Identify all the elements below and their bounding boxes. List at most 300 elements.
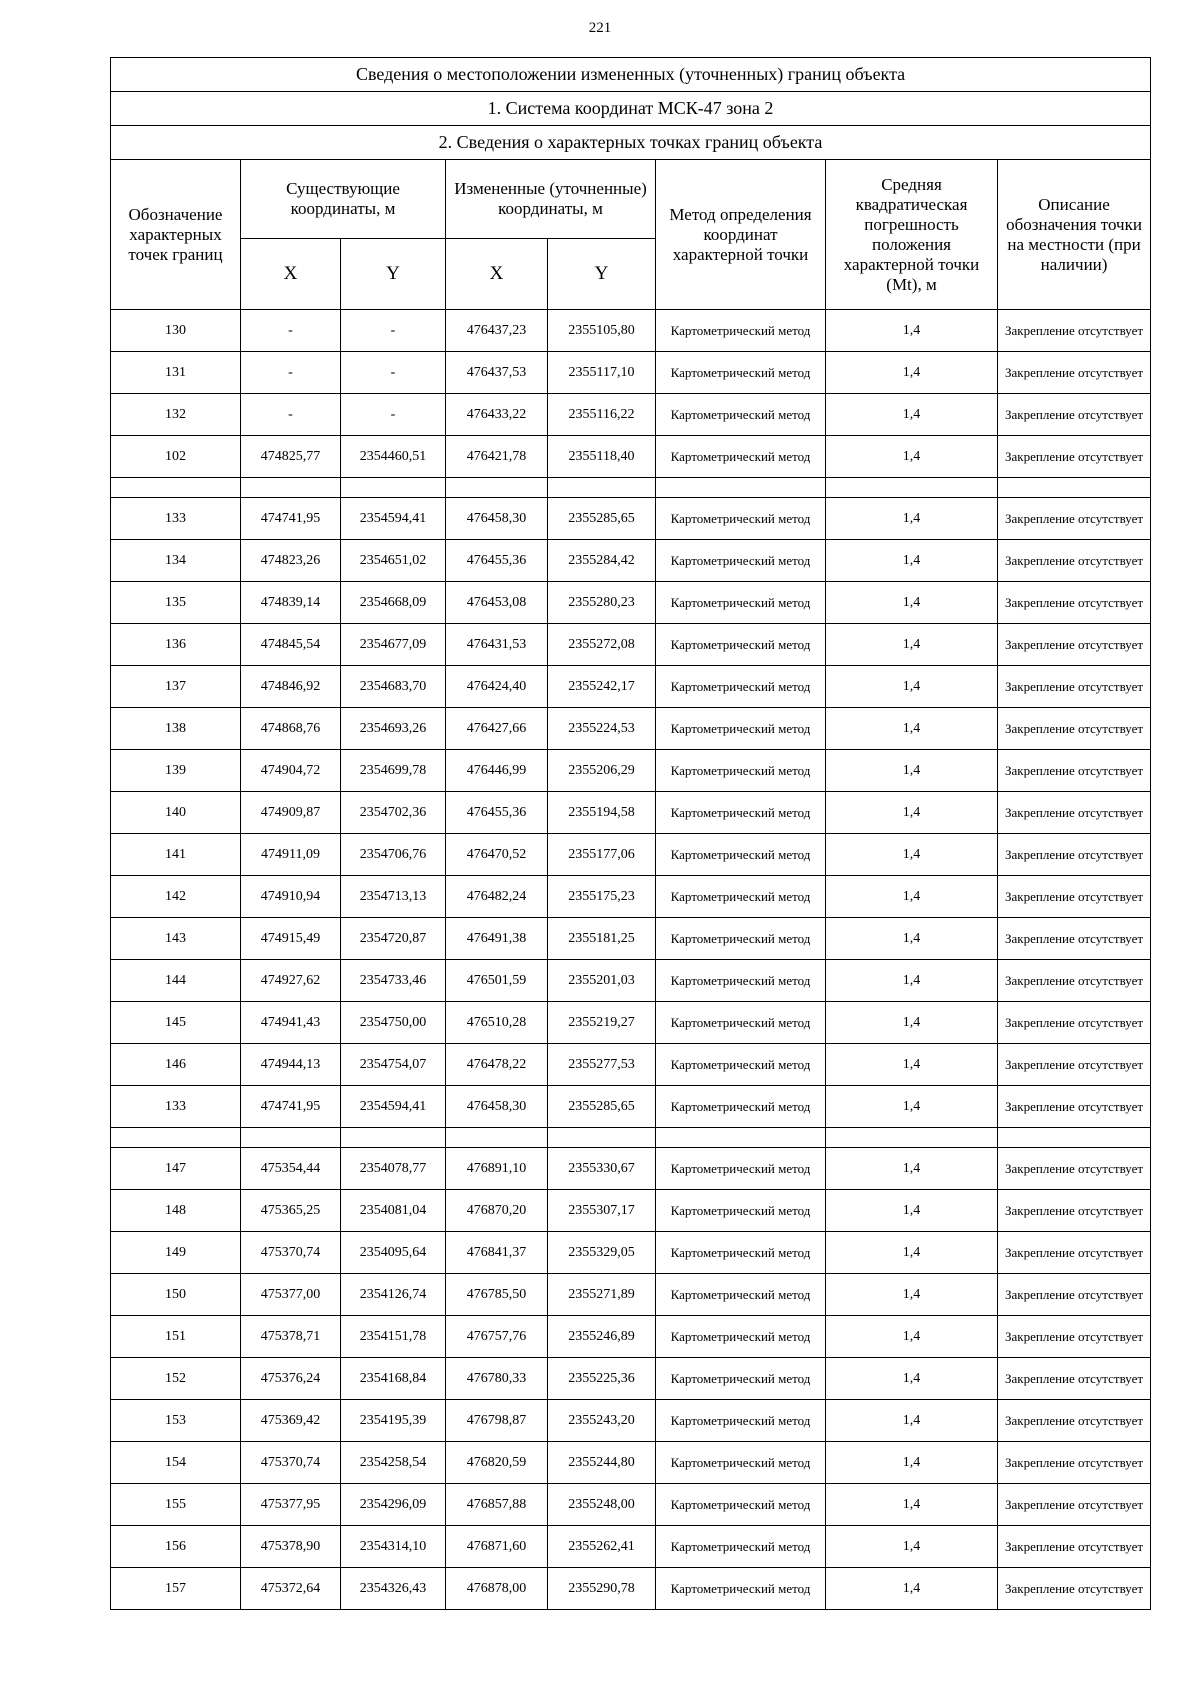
description-cell: Закрепление отсутствует [998, 310, 1151, 352]
point-cell: 139 [111, 750, 241, 792]
existing-y-cell: 2354296,09 [341, 1484, 446, 1526]
method-cell: Картометрический метод [656, 394, 826, 436]
header-changed-x: X [446, 239, 548, 310]
existing-y-cell: 2354126,74 [341, 1274, 446, 1316]
error-cell: 1,4 [826, 834, 998, 876]
method-cell: Картометрический метод [656, 498, 826, 540]
point-cell: 140 [111, 792, 241, 834]
description-cell: Закрепление отсутствует [998, 1190, 1151, 1232]
point-cell: 131 [111, 352, 241, 394]
changed-x-cell: 476482,24 [446, 876, 548, 918]
point-cell: 136 [111, 624, 241, 666]
method-cell: Картометрический метод [656, 1274, 826, 1316]
existing-y-cell: 2354683,70 [341, 666, 446, 708]
empty-cell [446, 478, 548, 498]
existing-x-cell: 475376,24 [241, 1358, 341, 1400]
changed-x-cell: 476857,88 [446, 1484, 548, 1526]
empty-cell [656, 478, 826, 498]
empty-cell [241, 1128, 341, 1148]
description-cell: Закрепление отсутствует [998, 960, 1151, 1002]
existing-y-cell: - [341, 310, 446, 352]
table-row [111, 310, 1151, 352]
error-cell: 1,4 [826, 582, 998, 624]
table-row [111, 540, 1151, 582]
existing-x-cell: 474910,94 [241, 876, 341, 918]
method-cell: Картометрический метод [656, 1190, 826, 1232]
page-number: 221 [588, 20, 612, 36]
changed-y-cell: 2355219,27 [548, 1002, 656, 1044]
changed-x-cell: 476437,53 [446, 352, 548, 394]
table-row [111, 708, 1151, 750]
table-row [111, 834, 1151, 876]
error-cell: 1,4 [826, 1484, 998, 1526]
description-cell: Закрепление отсутствует [998, 792, 1151, 834]
existing-y-cell: 2354460,51 [341, 436, 446, 478]
table-row [111, 1358, 1151, 1400]
point-cell: 102 [111, 436, 241, 478]
existing-x-cell: 475372,64 [241, 1568, 341, 1610]
point-cell: 154 [111, 1442, 241, 1484]
method-cell: Картометрический метод [656, 876, 826, 918]
table-row [111, 1442, 1151, 1484]
existing-x-cell: 475369,42 [241, 1400, 341, 1442]
description-cell: Закрепление отсутствует [998, 1358, 1151, 1400]
empty-cell [998, 478, 1151, 498]
method-cell: Картометрический метод [656, 310, 826, 352]
point-cell: 137 [111, 666, 241, 708]
existing-x-cell: 474825,77 [241, 436, 341, 478]
table-row [111, 666, 1151, 708]
separator-row [111, 1128, 1151, 1148]
description-cell: Закрепление отсутствует [998, 1568, 1151, 1610]
error-cell: 1,4 [826, 1002, 998, 1044]
existing-x-cell: 474741,95 [241, 498, 341, 540]
description-cell: Закрепление отсутствует [998, 624, 1151, 666]
changed-x-cell: 476891,10 [446, 1148, 548, 1190]
existing-x-cell: 474741,95 [241, 1086, 341, 1128]
changed-x-cell: 476780,33 [446, 1358, 548, 1400]
error-cell: 1,4 [826, 960, 998, 1002]
error-cell: 1,4 [826, 1148, 998, 1190]
existing-x-cell: - [241, 352, 341, 394]
existing-x-cell: 475354,44 [241, 1148, 341, 1190]
error-cell: 1,4 [826, 540, 998, 582]
method-cell: Картометрический метод [656, 1568, 826, 1610]
error-cell: 1,4 [826, 624, 998, 666]
point-cell: 152 [111, 1358, 241, 1400]
description-cell: Закрепление отсутствует [998, 540, 1151, 582]
error-cell: 1,4 [826, 1316, 998, 1358]
existing-y-cell: 2354651,02 [341, 540, 446, 582]
changed-x-cell: 476458,30 [446, 498, 548, 540]
point-cell: 148 [111, 1190, 241, 1232]
changed-y-cell: 2355277,53 [548, 1044, 656, 1086]
point-cell: 132 [111, 394, 241, 436]
method-cell: Картометрический метод [656, 436, 826, 478]
changed-x-cell: 476455,36 [446, 792, 548, 834]
point-cell: 156 [111, 1526, 241, 1568]
empty-cell [826, 1128, 998, 1148]
point-cell: 145 [111, 1002, 241, 1044]
description-cell: Закрепление отсутствует [998, 1316, 1151, 1358]
description-cell: Закрепление отсутствует [998, 1484, 1151, 1526]
existing-y-cell: 2354713,13 [341, 876, 446, 918]
existing-x-cell: 474915,49 [241, 918, 341, 960]
point-cell: 142 [111, 876, 241, 918]
description-cell: Закрепление отсутствует [998, 394, 1151, 436]
error-cell: 1,4 [826, 1442, 998, 1484]
method-cell: Картометрический метод [656, 624, 826, 666]
error-cell: 1,4 [826, 352, 998, 394]
header-changed-y: Y [548, 239, 656, 310]
error-cell: 1,4 [826, 1232, 998, 1274]
description-cell: Закрепление отсутствует [998, 352, 1151, 394]
error-cell: 1,4 [826, 1044, 998, 1086]
method-cell: Картометрический метод [656, 708, 826, 750]
existing-x-cell: 474868,76 [241, 708, 341, 750]
changed-y-cell: 2355307,17 [548, 1190, 656, 1232]
error-cell: 1,4 [826, 1274, 998, 1316]
description-cell: Закрепление отсутствует [998, 876, 1151, 918]
method-cell: Картометрический метод [656, 666, 826, 708]
method-cell: Картометрический метод [656, 1086, 826, 1128]
point-cell: 134 [111, 540, 241, 582]
existing-y-cell: 2354314,10 [341, 1526, 446, 1568]
description-cell: Закрепление отсутствует [998, 834, 1151, 876]
existing-y-cell: 2354706,76 [341, 834, 446, 876]
method-cell: Картометрический метод [656, 1316, 826, 1358]
point-cell: 146 [111, 1044, 241, 1086]
point-cell: 144 [111, 960, 241, 1002]
empty-cell [111, 478, 241, 498]
method-cell: Картометрический метод [656, 1232, 826, 1274]
point-cell: 150 [111, 1274, 241, 1316]
changed-y-cell: 2355271,89 [548, 1274, 656, 1316]
changed-y-cell: 2355224,53 [548, 708, 656, 750]
changed-y-cell: 2355272,08 [548, 624, 656, 666]
changed-y-cell: 2355280,23 [548, 582, 656, 624]
error-cell: 1,4 [826, 918, 998, 960]
header-point: Обозначение характерных точек границ [111, 160, 241, 310]
empty-cell [548, 1128, 656, 1148]
table-row [111, 352, 1151, 394]
table-row [111, 1316, 1151, 1358]
changed-y-cell: 2355242,17 [548, 666, 656, 708]
method-cell: Картометрический метод [656, 1148, 826, 1190]
method-cell: Картометрический метод [656, 1442, 826, 1484]
changed-y-cell: 2355246,89 [548, 1316, 656, 1358]
point-cell: 153 [111, 1400, 241, 1442]
changed-y-cell: 2355244,80 [548, 1442, 656, 1484]
error-cell: 1,4 [826, 666, 998, 708]
existing-x-cell: 475377,00 [241, 1274, 341, 1316]
point-cell: 149 [111, 1232, 241, 1274]
description-cell: Закрепление отсутствует [998, 918, 1151, 960]
table-row [111, 876, 1151, 918]
existing-y-cell: 2354677,09 [341, 624, 446, 666]
existing-y-cell: 2354754,07 [341, 1044, 446, 1086]
header-description: Описание обозначения точки на местности (при наличии) [998, 160, 1151, 310]
changed-y-cell: 2355181,25 [548, 918, 656, 960]
table-title: Сведения о местоположении измененных (уточненных) границ объекта [111, 58, 1151, 92]
changed-y-cell: 2355116,22 [548, 394, 656, 436]
changed-x-cell: 476878,00 [446, 1568, 548, 1610]
description-cell: Закрепление отсутствует [998, 708, 1151, 750]
empty-cell [241, 478, 341, 498]
table-row [111, 1044, 1151, 1086]
existing-y-cell: 2354326,43 [341, 1568, 446, 1610]
existing-y-cell: - [341, 394, 446, 436]
empty-cell [548, 478, 656, 498]
existing-y-cell: 2354668,09 [341, 582, 446, 624]
changed-y-cell: 2355285,65 [548, 498, 656, 540]
changed-y-cell: 2355117,10 [548, 352, 656, 394]
existing-x-cell: 474909,87 [241, 792, 341, 834]
existing-x-cell: 474904,72 [241, 750, 341, 792]
description-cell: Закрепление отсутствует [998, 1232, 1151, 1274]
method-cell: Картометрический метод [656, 1044, 826, 1086]
header-existing-x: X [241, 239, 341, 310]
existing-x-cell: - [241, 310, 341, 352]
method-cell: Картометрический метод [656, 1484, 826, 1526]
existing-x-cell: 475378,71 [241, 1316, 341, 1358]
point-cell: 130 [111, 310, 241, 352]
description-cell: Закрепление отсутствует [998, 1442, 1151, 1484]
existing-y-cell: 2354078,77 [341, 1148, 446, 1190]
description-cell: Закрепление отсутствует [998, 1526, 1151, 1568]
changed-y-cell: 2355330,67 [548, 1148, 656, 1190]
changed-x-cell: 476431,53 [446, 624, 548, 666]
description-cell: Закрепление отсутствует [998, 1002, 1151, 1044]
changed-x-cell: 476841,37 [446, 1232, 548, 1274]
header-changed-coordinates: Измененные (уточненные) координаты, м [446, 160, 656, 239]
existing-y-cell: 2354733,46 [341, 960, 446, 1002]
method-cell: Картометрический метод [656, 1400, 826, 1442]
table-row [111, 1148, 1151, 1190]
table-row [111, 1400, 1151, 1442]
table-body [111, 310, 1151, 1610]
changed-x-cell: 476453,08 [446, 582, 548, 624]
changed-y-cell: 2355194,58 [548, 792, 656, 834]
empty-cell [111, 1128, 241, 1148]
empty-cell [446, 1128, 548, 1148]
existing-x-cell: 475370,74 [241, 1232, 341, 1274]
existing-y-cell: 2354594,41 [341, 498, 446, 540]
existing-x-cell: - [241, 394, 341, 436]
changed-y-cell: 2355225,36 [548, 1358, 656, 1400]
table-row [111, 1484, 1151, 1526]
error-cell: 1,4 [826, 750, 998, 792]
description-cell: Закрепление отсутствует [998, 750, 1151, 792]
table-row [111, 918, 1151, 960]
separator-row [111, 478, 1151, 498]
existing-x-cell: 475377,95 [241, 1484, 341, 1526]
existing-x-cell: 474823,26 [241, 540, 341, 582]
table-row [111, 1002, 1151, 1044]
description-cell: Закрепление отсутствует [998, 1148, 1151, 1190]
existing-x-cell: 474839,14 [241, 582, 341, 624]
table-row [111, 624, 1151, 666]
existing-x-cell: 475365,25 [241, 1190, 341, 1232]
existing-x-cell: 474927,62 [241, 960, 341, 1002]
error-cell: 1,4 [826, 310, 998, 352]
error-cell: 1,4 [826, 876, 998, 918]
point-cell: 147 [111, 1148, 241, 1190]
changed-x-cell: 476421,78 [446, 436, 548, 478]
description-cell: Закрепление отсутствует [998, 1044, 1151, 1086]
header-existing-y: Y [341, 239, 446, 310]
changed-x-cell: 476785,50 [446, 1274, 548, 1316]
table-row [111, 582, 1151, 624]
existing-x-cell: 474944,13 [241, 1044, 341, 1086]
changed-x-cell: 476458,30 [446, 1086, 548, 1128]
changed-y-cell: 2355290,78 [548, 1568, 656, 1610]
point-cell: 135 [111, 582, 241, 624]
point-cell: 155 [111, 1484, 241, 1526]
existing-x-cell: 474941,43 [241, 1002, 341, 1044]
error-cell: 1,4 [826, 436, 998, 478]
table-row [111, 394, 1151, 436]
changed-y-cell: 2355284,42 [548, 540, 656, 582]
changed-x-cell: 476424,40 [446, 666, 548, 708]
existing-y-cell: 2354258,54 [341, 1442, 446, 1484]
changed-x-cell: 476870,20 [446, 1190, 548, 1232]
existing-y-cell: 2354693,26 [341, 708, 446, 750]
error-cell: 1,4 [826, 1526, 998, 1568]
changed-y-cell: 2355105,80 [548, 310, 656, 352]
existing-y-cell: 2354151,78 [341, 1316, 446, 1358]
changed-y-cell: 2355262,41 [548, 1526, 656, 1568]
empty-cell [826, 478, 998, 498]
point-cell: 133 [111, 498, 241, 540]
table-row [111, 498, 1151, 540]
error-cell: 1,4 [826, 498, 998, 540]
existing-y-cell: 2354095,64 [341, 1232, 446, 1274]
changed-y-cell: 2355243,20 [548, 1400, 656, 1442]
method-cell: Картометрический метод [656, 352, 826, 394]
existing-y-cell: 2354081,04 [341, 1190, 446, 1232]
existing-y-cell: 2354195,39 [341, 1400, 446, 1442]
existing-x-cell: 474845,54 [241, 624, 341, 666]
section-title: 2. Сведения о характерных точках границ объекта [111, 126, 1151, 160]
existing-x-cell: 475378,90 [241, 1526, 341, 1568]
changed-x-cell: 476427,66 [446, 708, 548, 750]
description-cell: Закрепление отсутствует [998, 498, 1151, 540]
method-cell: Картометрический метод [656, 1526, 826, 1568]
description-cell: Закрепление отсутствует [998, 1086, 1151, 1128]
table-row [111, 1526, 1151, 1568]
table-row [111, 1190, 1151, 1232]
description-cell: Закрепление отсутствует [998, 1400, 1151, 1442]
method-cell: Картометрический метод [656, 918, 826, 960]
method-cell: Картометрический метод [656, 1002, 826, 1044]
changed-x-cell: 476798,87 [446, 1400, 548, 1442]
error-cell: 1,4 [826, 792, 998, 834]
existing-y-cell: 2354594,41 [341, 1086, 446, 1128]
description-cell: Закрепление отсутствует [998, 436, 1151, 478]
changed-y-cell: 2355285,65 [548, 1086, 656, 1128]
table-row [111, 1568, 1151, 1610]
existing-y-cell: 2354702,36 [341, 792, 446, 834]
existing-y-cell: 2354699,78 [341, 750, 446, 792]
changed-x-cell: 476433,22 [446, 394, 548, 436]
error-cell: 1,4 [826, 1190, 998, 1232]
changed-y-cell: 2355177,06 [548, 834, 656, 876]
table-row [111, 750, 1151, 792]
existing-x-cell: 474911,09 [241, 834, 341, 876]
table-row [111, 960, 1151, 1002]
existing-y-cell: - [341, 352, 446, 394]
table-row [111, 792, 1151, 834]
changed-y-cell: 2355175,23 [548, 876, 656, 918]
coordinate-system-title: 1. Система координат МСК-47 зона 2 [111, 92, 1151, 126]
method-cell: Картометрический метод [656, 540, 826, 582]
method-cell: Картометрический метод [656, 1358, 826, 1400]
empty-cell [998, 1128, 1151, 1148]
existing-x-cell: 475370,74 [241, 1442, 341, 1484]
method-cell: Картометрический метод [656, 792, 826, 834]
coordinates-table [110, 57, 1151, 1610]
existing-y-cell: 2354720,87 [341, 918, 446, 960]
error-cell: 1,4 [826, 708, 998, 750]
error-cell: 1,4 [826, 1086, 998, 1128]
changed-x-cell: 476820,59 [446, 1442, 548, 1484]
empty-cell [341, 1128, 446, 1148]
changed-x-cell: 476510,28 [446, 1002, 548, 1044]
method-cell: Картометрический метод [656, 834, 826, 876]
table-row [111, 1274, 1151, 1316]
point-cell: 133 [111, 1086, 241, 1128]
existing-x-cell: 474846,92 [241, 666, 341, 708]
changed-x-cell: 476491,38 [446, 918, 548, 960]
table-row [111, 436, 1151, 478]
changed-y-cell: 2355118,40 [548, 436, 656, 478]
header-method: Метод определения координат характерной точки [656, 160, 826, 310]
changed-x-cell: 476446,99 [446, 750, 548, 792]
changed-y-cell: 2355206,29 [548, 750, 656, 792]
changed-x-cell: 476757,76 [446, 1316, 548, 1358]
table-row [111, 1232, 1151, 1274]
changed-x-cell: 476501,59 [446, 960, 548, 1002]
error-cell: 1,4 [826, 1358, 998, 1400]
header-error: Средняя квадратическая погрешность положения характерной точки (Mt), м [826, 160, 998, 310]
description-cell: Закрепление отсутствует [998, 666, 1151, 708]
description-cell: Закрепление отсутствует [998, 582, 1151, 624]
point-cell: 151 [111, 1316, 241, 1358]
method-cell: Картометрический метод [656, 750, 826, 792]
changed-y-cell: 2355201,03 [548, 960, 656, 1002]
changed-x-cell: 476437,23 [446, 310, 548, 352]
description-cell: Закрепление отсутствует [998, 1274, 1151, 1316]
existing-y-cell: 2354750,00 [341, 1002, 446, 1044]
changed-x-cell: 476455,36 [446, 540, 548, 582]
changed-y-cell: 2355329,05 [548, 1232, 656, 1274]
changed-x-cell: 476470,52 [446, 834, 548, 876]
existing-y-cell: 2354168,84 [341, 1358, 446, 1400]
error-cell: 1,4 [826, 394, 998, 436]
table-row [111, 1086, 1151, 1128]
error-cell: 1,4 [826, 1400, 998, 1442]
method-cell: Картометрический метод [656, 582, 826, 624]
empty-cell [341, 478, 446, 498]
point-cell: 143 [111, 918, 241, 960]
point-cell: 157 [111, 1568, 241, 1610]
empty-cell [656, 1128, 826, 1148]
changed-x-cell: 476478,22 [446, 1044, 548, 1086]
changed-y-cell: 2355248,00 [548, 1484, 656, 1526]
point-cell: 141 [111, 834, 241, 876]
error-cell: 1,4 [826, 1568, 998, 1610]
